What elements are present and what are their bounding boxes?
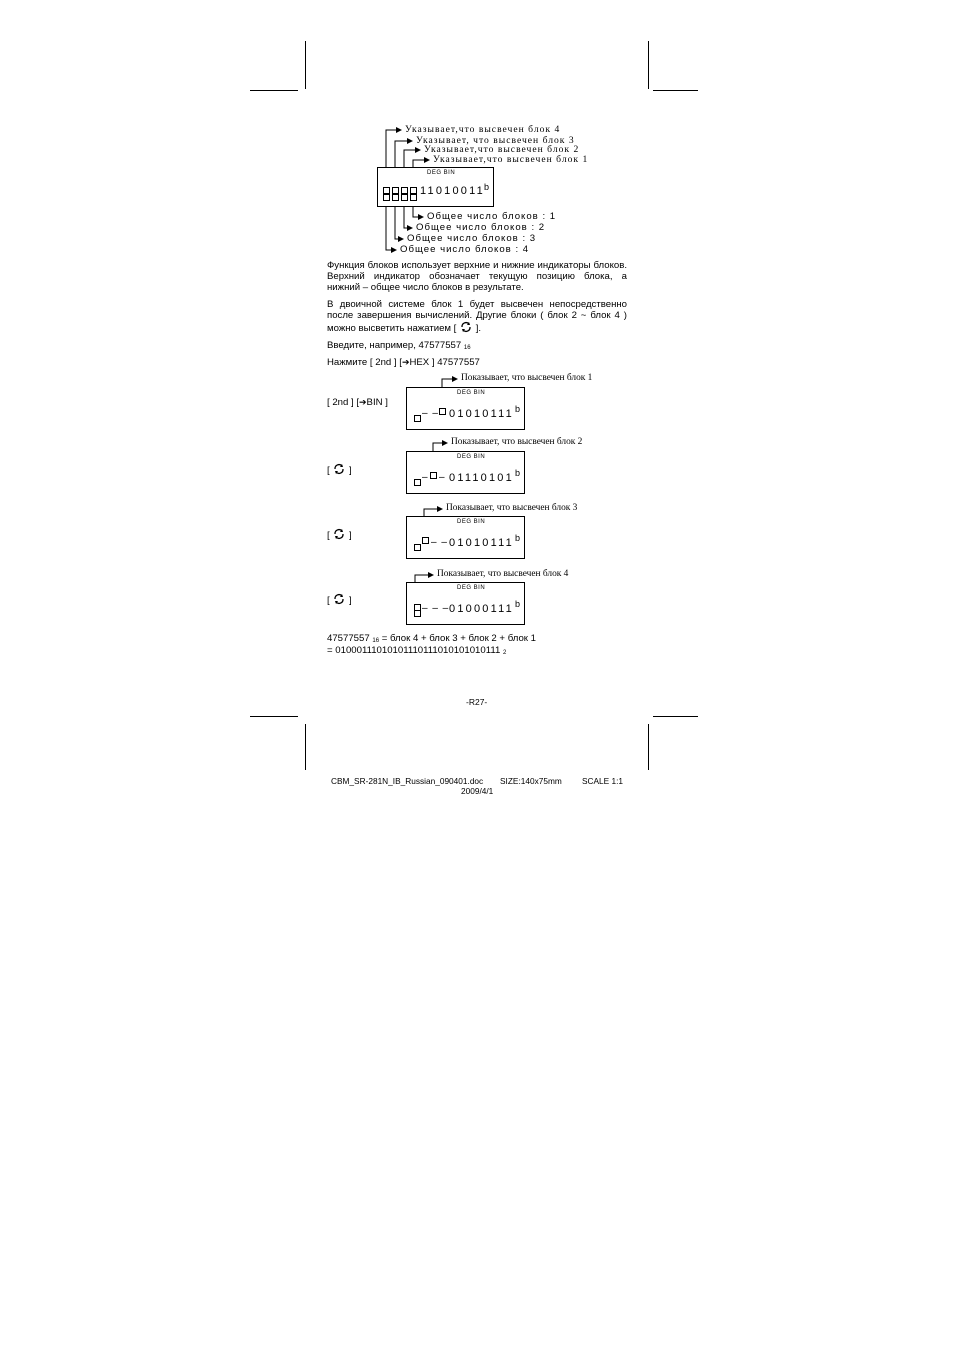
- lcd-base: b: [484, 182, 490, 192]
- key-text: [: [327, 595, 330, 606]
- arrow-right-icon: ➔: [401, 357, 410, 367]
- lower-label-total-1: Общее число блоков : 1: [427, 211, 557, 222]
- upper-label-block-1: Указывает,что высвечен блок 1: [433, 154, 589, 165]
- subscript: 16: [463, 345, 471, 351]
- paragraph-text: ].: [475, 323, 482, 334]
- footer-file-name: CBM_SR-281N_IB_Russian_090401.doc: [331, 776, 484, 786]
- lower-label-total-4: Общее число блоков : 4: [400, 244, 530, 255]
- paragraph-line: В двоичной системе блок 1 будет высвечен непосредственно: [327, 299, 627, 310]
- example-text: Введите, например, 47577557: [327, 340, 462, 351]
- rotate-icon[interactable]: [332, 593, 346, 605]
- summary-value: 47577557: [327, 633, 370, 644]
- press-text: HEX ] 47577557: [409, 357, 480, 368]
- lower-label-total-2: Общее число блоков : 2: [416, 222, 546, 233]
- footer-scale: SCALE 1:1: [582, 776, 624, 786]
- press-text: Нажмите [ 2nd ] [: [327, 357, 402, 368]
- summary-line-2: [327, 645, 506, 659]
- paragraph-line: Верхний индикатор обозначает текущую позицию блока, а: [327, 271, 627, 282]
- summary-text: = блок 4 + блок 3 + блок 2 + блок 1: [381, 633, 537, 644]
- block-indicator-upper: [422, 537, 429, 544]
- paragraph-line: после завершения вычислений. Другие блоки ( блок 2 ~ блок 4 ): [327, 310, 627, 321]
- subscript: 2: [502, 650, 507, 656]
- lcd-base: b: [515, 468, 521, 478]
- lcd-base: b: [515, 599, 521, 609]
- step-key-label: [327, 397, 388, 408]
- page-number: -R27-: [466, 697, 488, 707]
- lower-label-total-3: Общее число блоков : 3: [407, 233, 537, 244]
- empty-block-dashes: – –: [422, 408, 439, 419]
- step-callout: Показывает, что высвечен блок 4: [437, 569, 569, 579]
- empty-block-dashes: – – –: [422, 603, 450, 614]
- key-text: [ 2nd ] [: [327, 397, 359, 408]
- block-indicator-lower: [414, 610, 421, 617]
- rotate-icon[interactable]: [332, 463, 346, 475]
- paragraph-line: Функция блоков использует верхние и нижние индикаторы блоков.: [327, 260, 627, 271]
- step-key-label: [327, 528, 352, 541]
- step-key-label: [327, 463, 352, 476]
- lcd-indicator: DEG BIN: [457, 585, 486, 591]
- key-text: [: [327, 465, 330, 476]
- step-key-label: [327, 593, 352, 606]
- block-indicator-upper: [430, 472, 437, 479]
- key-text: [: [327, 530, 330, 541]
- empty-block-dashes: – –: [431, 537, 448, 548]
- lcd-digits: 01010111: [449, 408, 514, 420]
- footer-date: 2009/4/1: [461, 786, 494, 796]
- block-indicator-lower: [414, 544, 421, 551]
- lcd-base: b: [515, 533, 521, 543]
- lcd-base: b: [515, 404, 521, 414]
- upper-label-block-4: Указывает,что высвечен блок 4: [405, 124, 561, 135]
- lcd-display-step-4: [406, 582, 525, 625]
- step-callout: Показывает, что высвечен блок 1: [461, 373, 593, 383]
- lcd-digits: 11010011: [420, 185, 485, 197]
- key-text: ]: [349, 465, 352, 476]
- lcd-digits: 01010111: [449, 537, 514, 549]
- lcd-digits: 01000111: [449, 603, 514, 615]
- upper-label-block-3: Указывает, что высвечен блок 3: [416, 135, 575, 146]
- lcd-indicator: DEG BIN: [457, 519, 486, 525]
- empty-block-dashes: –: [422, 472, 429, 483]
- lcd-display-step-2: [406, 451, 525, 494]
- empty-block-dashes: –: [439, 472, 446, 483]
- paragraph-text: можно высветить нажатием [: [327, 323, 457, 334]
- key-text: ]: [349, 530, 352, 541]
- subscript: 16: [372, 638, 380, 644]
- lcd-display-step-1: [406, 387, 525, 430]
- lcd-indicator: DEG BIN: [427, 170, 456, 176]
- block-indicator-upper: [439, 408, 446, 415]
- block-indicator-lower: [414, 415, 421, 422]
- block-indicator-lower: [414, 479, 421, 486]
- summary-value: = 01000111010101110111010101010111: [327, 645, 501, 656]
- lcd-indicator: DEG BIN: [457, 390, 486, 396]
- arrow-right-icon: ➔: [359, 397, 367, 407]
- upper-label-block-2: Указывает,что высвечен блок 2: [424, 144, 580, 155]
- step-callout: Показывает, что высвечен блок 3: [446, 503, 578, 513]
- rotate-icon[interactable]: [332, 528, 346, 540]
- lcd-display-step-3: [406, 516, 525, 559]
- lcd-indicator: DEG BIN: [457, 454, 486, 460]
- paragraph-line: нижний – общее число блоков в результате.: [327, 282, 524, 293]
- key-text: ]: [349, 595, 352, 606]
- lcd-digits: 01110101: [449, 472, 514, 484]
- key-text: BIN ]: [366, 397, 388, 408]
- step-callout: Показывает, что высвечен блок 2: [451, 437, 583, 447]
- footer-size: SIZE:140x75mm: [500, 776, 562, 786]
